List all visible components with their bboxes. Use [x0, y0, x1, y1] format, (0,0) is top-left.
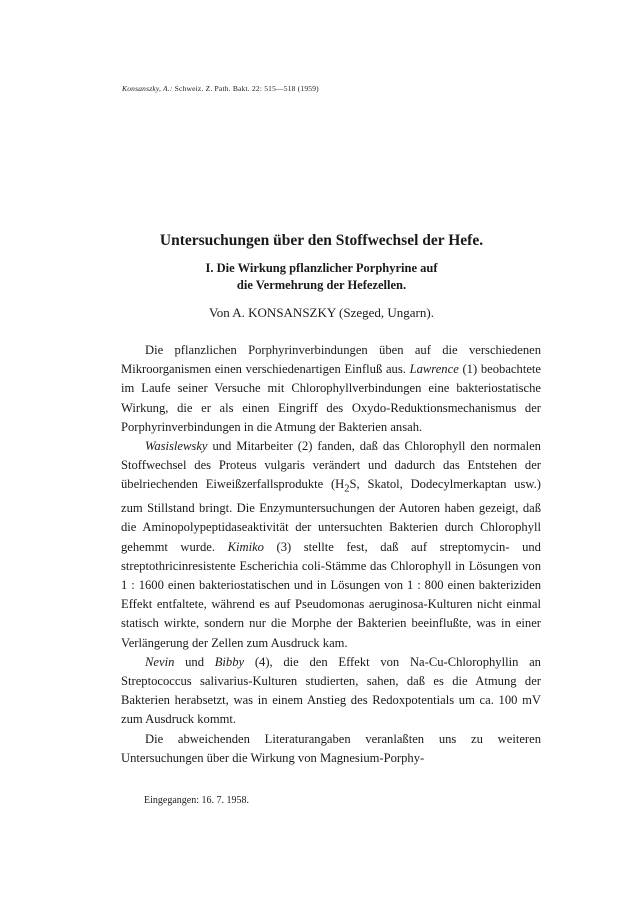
citation-line [122, 84, 319, 93]
article-title: Untersuchungen über den Stoffwechsel der Hefe. [159, 232, 484, 249]
citation-author: Konsanszky, A.: [122, 84, 173, 93]
paragraph-2 [121, 437, 541, 653]
p3-rest: (4), die den Effekt von Na-Cu-Chlorophyllin an Streptococcus salivarius-Kulturen studierten, sahen, daß es die Atmung der Bakterien herabsetzt, was in einem Anstieg des Redoxpotentials um ca. 100 mV zum Ausdruck kommt. [121, 654, 541, 727]
article-subtitle [0, 260, 643, 294]
p2-text-c: (3) stellte fest, daß auf streptomycin- und streptothricinresistente Escherichia coli-Stämme das Chlorophyll in Lösungen von 1 : 1600 einen bakteriostatischen und in Lösungen von 1 : 800 einen bakteriziden Effekt entfaltete, während es auf Pseudomonas aeruginosa-Kulturen nicht einmal statisch wirkte, sondern nur die Morphe der Bakterien beeinflußte, was in einer Verlängerung der Zellen zum Ausdruck kam. [121, 539, 541, 650]
paragraph-3 [121, 653, 541, 730]
p2-author-ref-2: Kimiko [227, 539, 264, 554]
citation-source: Schweiz. Z. Path. Bakt. 22: 515—518 (1959) [174, 84, 319, 93]
paragraph-4: Die abweichenden Literaturangaben veranlaßten uns zu weiteren Untersuchungen über die Wirkung von Magnesium-Porphy- [121, 731, 541, 765]
p2-text-a: und Mitarbeiter (2) fanden, daß das Chlorophyll den normalen Stoffwechsel des Proteus vulgaris verändert und dadurch das Entstehen der übelriechenden Eiweißzerfallsprodukte (H [121, 439, 541, 492]
subtitle-line-2: die Vermehrung der Hefezellen. [236, 278, 407, 292]
article-body [121, 341, 541, 768]
p1-text: Die pflanzlichen Porphyrinverbindungen üben auf die verschiedenen Mikroorganismen einen verschiedenartigen Einfluß aus. [121, 343, 541, 377]
p2-author-ref: Wasislewsky [145, 439, 208, 454]
subtitle-line-1: I. Die Wirkung pflanzlicher Porphyrine auf [205, 261, 438, 275]
p3-author-ref-2: Bibby [214, 654, 245, 669]
paragraph-1 [121, 341, 541, 437]
p2-text-b: S, Skatol, Dodecylmerkaptan usw.) zum Stillstand bringt. Die Enzymuntersuchungen der Autoren haben gezeigt, daß die Aminopolypeptidaseaktivität der untersuchten Bakterien durch Chlorophyll gehemmt wurde. [121, 477, 541, 554]
p1-rest: (1) beobachtete im Laufe seiner Versuche mit Chlorophyllverbindungen eine bakteriostatische Wirkung, die er als einen Eingriff des Oxydo-Reduktionsmechanismus der Porphyrinverbindungen in die Atmung der Bakterien ansah. [121, 362, 541, 434]
author-byline: Von A. KONSANSZKY (Szeged, Ungarn). [209, 305, 434, 320]
received-date: Eingegangen: 16. 7. 1958. [144, 795, 249, 806]
p1-author-ref: Lawrence [409, 362, 459, 377]
p3-author-ref-1: Nevin [145, 654, 175, 669]
p3-and: und [185, 654, 204, 669]
p2-subscript: 2 [344, 483, 350, 495]
